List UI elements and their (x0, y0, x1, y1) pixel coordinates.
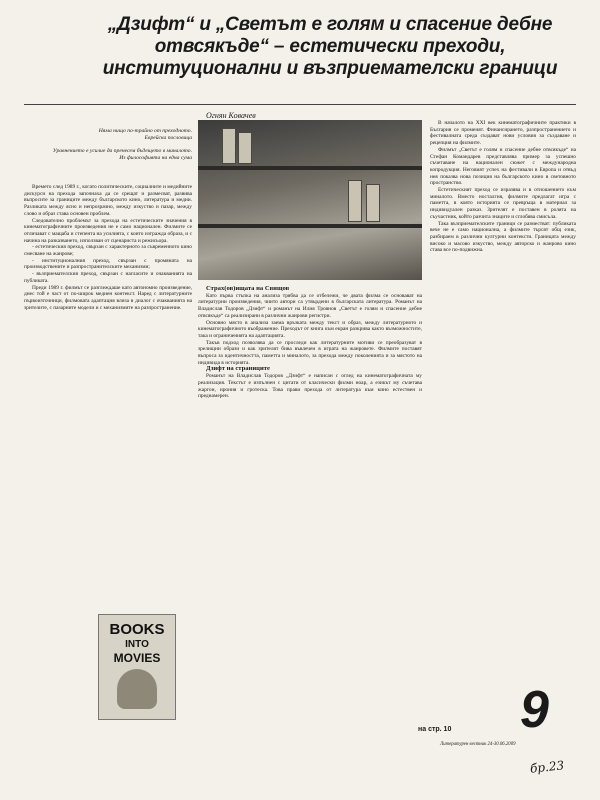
epigraph-source: Из философията на една сума (119, 155, 192, 161)
article-headline: „Дзифт“ и „Светът е голям и спасение дебне отвсякъде“ – естетически преходи, институционални и възприемателски граници (102, 14, 558, 79)
paragraph: В началото на ХХІ век кинематографичните практики в България се променят. Финансирането, разпространението и фестивалната среда създават нови условия за създаване и рецепция на филмите. (430, 120, 576, 147)
book (238, 132, 252, 164)
paragraph: - институционалния преход, свързан с промяната на производствените и разпространителските механизми; (24, 257, 192, 271)
badge-figure-icon (117, 669, 157, 709)
paragraph: - възприемателския преход, свързан с нагласите и очакванията на публиката. (24, 271, 192, 284)
book (222, 128, 236, 164)
paragraph: - естетическия преход, свързан с характерното за съвременното кино смесване на жанрове; (24, 244, 192, 258)
page-number: 9 (520, 681, 549, 739)
shelf (198, 224, 422, 228)
paragraph: Такъв подход позволява да се проследи как литературните мотиви се преобразуват в зрелищни образи и как зрителят бива въвлечен в играта на жанровете. Филмите поставят въпроса за идентичността, паметта и миналото, за прехода между поколенията и за мястото на индивида в историята. (198, 339, 422, 366)
column-2 (198, 286, 422, 722)
paragraph: Времето след 1989 г., когато политическите, социалните и медийните дискурси на прехода започнаха да се срещат и размесват, развива въпросите за границите между българското кино, литература и медии. Разликата между ясно и непрозрачно, между изкуство и пазар, между слово и образ става основен проблем. (24, 184, 192, 217)
epigraphs (24, 128, 192, 168)
epigraph-source: Еврейска пословица (144, 135, 192, 141)
book (366, 184, 380, 222)
paragraph: Естетическият преход се изразява и в отношението към миналото. Вместо носталгия, филмите предлагат игра с паметта, в която историята се превръща в материал за индивидуален разказ. Зрителят е поставен в ролята на съучастник, който разчита знаците и сглобява смисъла. (430, 187, 576, 220)
headline-rule (24, 104, 576, 105)
badge-text: MOVIES (113, 651, 161, 665)
books-into-movies-badge (98, 614, 176, 720)
paragraph: Като първа стъпка на анализа трябва да се отбележи, че двата филма се основават на литературни произведения, чиито автори са утвърдени в българската литература. Романът на Владислав Тодоров „Дзифт“ и романът на Илия Троянов „Светът е голям и спасение дебне отвсякъде“ са реализирани в различни жанрови регистри. (198, 292, 422, 319)
shelf (198, 166, 422, 170)
continued-on-page: на стр. 10 (418, 726, 452, 733)
paragraph: Преди 1989 г. филмът се разглеждаше като автономно произведение, днес той е част от по-широк медиен контекст. Наред с литературните първоизточници, филмовата адаптация влиза в диалог с очакванията на зрителите, с пазарните модели и с механизмите на разпространение. (24, 284, 192, 311)
epigraph-quote: Уравнението е усилие да пренесем бъдещето в миналото. (52, 148, 192, 154)
paragraph: Следователно проблемът за прехода на естетическите значения в кинематографичните произведения не е само национален. Филмите се отличават с мащаба и степента на усилията, с които изгражда образа, и с начина на разказването, използван от сценариста и режисьора. (24, 217, 192, 244)
bookshelf-photo (198, 120, 422, 280)
column-3 (430, 120, 576, 680)
author-name: Огнян Ковачев (206, 111, 256, 120)
badge-text: INTO (125, 639, 149, 650)
paragraph: Романът на Владислав Тодоров „Дзифт“ е написан с оглед на кинематографичната му реализация. Текстът е изпълнен с цитати от класически филми ноар, а езикът му съчетава жаргон, ирония и гротеска. Това прави прехода от литература към кино естествен и преднамерен. (198, 373, 422, 400)
section-heading: Страх(ов)ищата на Свищов (206, 286, 290, 292)
publication-footer: Литературен вестник 24-30.06.2009 (440, 742, 516, 747)
badge-text: BOOKS (109, 621, 165, 638)
section-heading: Дзифт на страниците (206, 365, 270, 373)
handwritten-note: бр.23 (529, 758, 565, 776)
paragraph: Основно място в анализа заема връзката между текст и образ, между литературното и кинематографичното въображение. Преходът от книга към екран разкрива както възможностите, така и ограниченията на адаптацията. (198, 319, 422, 339)
book (348, 180, 362, 222)
paragraph: Така възприемателските граници се разместват: публиката вече не е само национална, а филмите търсят общ език, разбираем в различни културни контексти. Границата между високо и масово изкуство, между авторско и жанрово кино става все по-подвижна. (430, 220, 576, 254)
column-1 (24, 184, 192, 612)
epigraph-quote: Няма нищо по-трайно от преходното. (98, 128, 192, 134)
paragraph: Филмът „Светът е голям и спасение дебне отвсякъде“ на Стефан Командарев представлява пример за успешно съчетаване на национален сюжет с международна копродукция. Неговият успех на фестивали в Европа и отвъд нея показва нова позиция на българското кино в световното пространство. (430, 146, 576, 187)
